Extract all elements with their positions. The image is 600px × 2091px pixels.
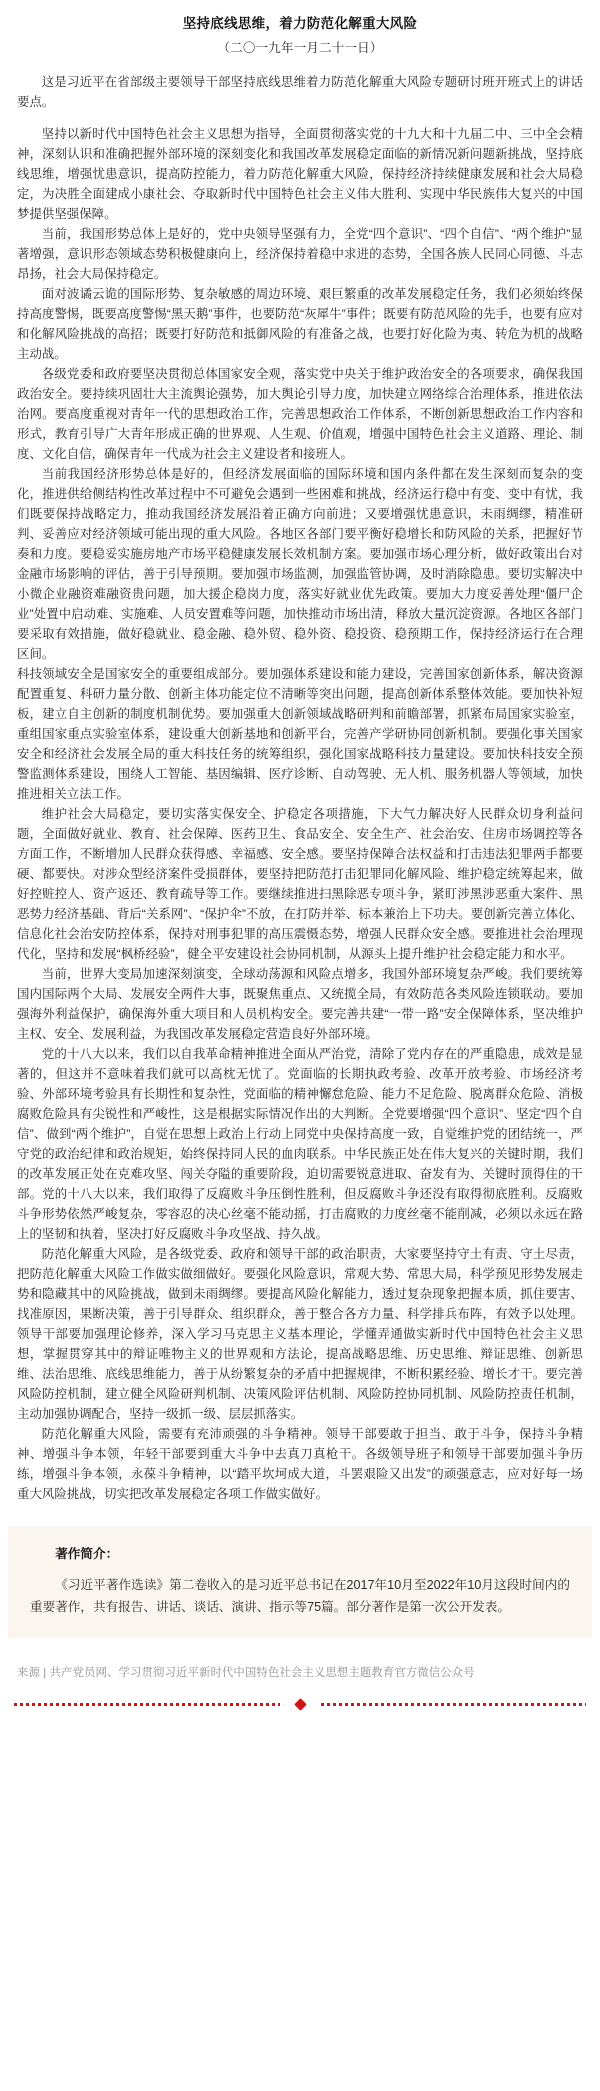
callout-title: 著作简介： xyxy=(55,1546,119,1561)
footer-ornament xyxy=(0,1700,600,1709)
paragraph: 防范化解重大风险，是各级党委、政府和领导干部的政治职责，大家要坚持守土有责、守土尽责，把防范化解重大风险工作做实做细做好。要强化风险意识，常观大势、常思大局，科学预见形势发展走势和隐藏其中的风险挑战，做到未雨绸缪。要提高风险化解能力，透过复杂现象把握本质，抓住要害、找准原因，果断决策，善于引导群众、组织群众，善于整合各方力量、科学排兵布阵，有效予以处理。领导干部要加强理论修养，深入学习马克思主义基本理论，学懂弄通做实新时代中国特色社会主义思想，掌握贯穿其中的辩证唯物主义的世界观和方法论，提高战略思维、历史思维、辩证思维、创新思维、法治思维、底线思维能力，善于从纷繁复杂的矛盾中把握规律，不断积累经验、增长才干。要完善风险防控机制，建立健全风险研判机制、决策风险评估机制、风险防控协同机制、风险防控责任机制，主动加强协调配合，坚持一级抓一级、层层抓落实。 xyxy=(17,1246,583,1421)
paragraph: 当前，世界大变局加速深刻演变，全球动荡源和风险点增多，我国外部环境复杂严峻。我们要统筹国内国际两个大局、发展安全两件大事，既聚焦重点、又统揽全局，有效防范各类风险连锁联动。要加强海外利益保护，确保海外重大项目和人员机构安全。要完善共建“一带一路”安全保障体系，坚决维护主权、安全、发展利益，为我国改革发展稳定营造良好外部环境。 xyxy=(17,966,583,1041)
paragraph: 防范化解重大风险，需要有充沛顽强的斗争精神。领导干部要敢于担当、敢于斗争，保持斗争精神、增强斗争本领，年轻干部要到重大斗争中去真刀真枪干。各级领导班子和领导干部要加强斗争历练，增强斗争本领，永葆斗争精神，以“踏平坎坷成大道，斗罢艰险又出发”的顽强意志，应对好每一场重大风险挑战，切实把改革发展稳定各项工作做实做好。 xyxy=(17,1426,583,1501)
callout-body: 《习近平著作选读》第二卷收入的是习近平总书记在2017年10月至2022年10月这段时间内的重要著作，共有报告、讲话、谈话、演讲、指示等75篇。部分著作是第一次公开发表。 xyxy=(30,1577,570,1614)
document-date: （二〇一九年一月二十一日） xyxy=(217,40,383,55)
paragraph: 各级党委和政府要坚决贯彻总体国家安全观，落实党中央关于维护政治安全的各项要求，确保我国政治安全。要持续巩固壮大主流舆论强势，加大舆论引导力度，加快建立网络综合治理体系，推进依法治网。要高度重视对青年一代的思想政治工作，完善思想政治工作体系，不断创新思想政治工作内容和形式，教育引导广大青年形成正确的世界观、人生观、价值观，增强中国特色社会主义道路、理论、制度、文化自信，确保青年一代成为社会主义建设者和接班人。 xyxy=(17,366,583,461)
source-attribution: 来源 | 共产党员网、学习贯彻习近平新时代中国特色社会主义思想主题教育官方微信公众号 xyxy=(17,1666,475,1679)
page-title: 坚持底线思维，着力防范化解重大风险 xyxy=(182,16,418,31)
book-info-callout xyxy=(8,1526,592,1638)
paragraph: 坚持以新时代中国特色社会主义思想为指导，全面贯彻落实党的十九大和十九届二中、三中全会精神，深刻认识和准确把握外部环境的深刻变化和我国改革发展稳定面临的新情况新问题新挑战，坚持底线思维，增强忧患意识，提高防控能力，着力防范化解重大风险，保持经济持续健康发展和社会大局稳定，为决胜全面建成小康社会、夺取新时代中国特色社会主义伟大胜利、实现中华民族伟大复兴的中国梦提供坚强保障。 xyxy=(17,126,583,221)
paragraph: 当前我国经济形势总体是好的，但经济发展面临的国际环境和国内条件都在发生深刻而复杂的变化，推进供给侧结构性改革过程中不可避免会遇到一些困难和挑战，经济运行稳中有变、变中有忧，我们既要保持战略定力，推动我国经济发展沿着正确方向前进；又要增强忧患意识，未雨绸缪，精准研判、妥善应对经济领域可能出现的重大风险。各地区各部门要平衡好稳增长和防风险的关系，把握好节奏和力度。要稳妥实施房地产市场平稳健康发展长效机制方案。要加强市场心理分析，做好政策出台对金融市场影响的评估，善于引导预期。要加强市场监测，加强监管协调，及时消除隐患。要切实解决中小微企业融资难融资贵问题，加大援企稳岗力度，落实好就业优先政策。要加大力度妥善处理“僵尸企业”处置中启动难、实施难、人员安置难等问题，加快推动市场出清，释放大量沉淀资源。各地区各部门要采取有效措施，做好稳就业、稳金融、稳外贸、稳外资、稳投资、稳预期工作，保持经济运行在合理区间。 xyxy=(17,466,583,661)
article-body xyxy=(0,72,600,1504)
paragraph: 科技领域安全是国家安全的重要组成部分。要加强体系建设和能力建设，完善国家创新体系，解决资源配置重复、科研力量分散、创新主体功能定位不清晰等突出问题，提高创新体系整体效能。要加快补短板，建立自主创新的制度机制优势。要加强重大创新领域战略研判和前瞻部署，抓紧布局国家实验室，重组国家重点实验室体系，建设重大创新基地和创新平台，完善产学研协同创新机制。要强化事关国家安全和经济社会发展全局的重大科技任务的统筹组织，强化国家战略科技力量建设。要加快科技安全预警监测体系建设，围绕人工智能、基因编辑、医疗诊断、自动驾驶、无人机、服务机器人等领域，加快推进相关立法工作。 xyxy=(17,666,583,801)
paragraph: 当前，我国形势总体上是好的，党中央领导坚强有力，全党“四个意识”、“四个自信”、“两个维护”显著增强，意识形态领域态势积极健康向上，经济保持着稳中求进的态势，全国各族人民同心同德、斗志昂扬，社会大局保持稳定。 xyxy=(17,226,583,281)
diamond-icon xyxy=(294,1698,307,1711)
paragraph: 维护社会大局稳定，要切实落实保安全、护稳定各项措施，下大气力解决好人民群众切身利益问题，全面做好就业、教育、社会保障、医药卫生、食品安全、安全生产、社会治安、住房市场调控等各方面工作，不断增加人民群众获得感、幸福感、安全感。要坚持保障合法权益和打击违法犯罪两手都要硬、都要快。对涉众型经济案件受损群体，要坚持把防范打击犯罪同化解风险、维护稳定统筹起来，做好控赃控人、资产返还、教育疏导等工作。要继续推进扫黑除恶专项斗争，紧盯涉黑涉恶重大案件、黑恶势力经济基础、背后“关系网”、“保护伞”不放，在打防并举、标本兼治上下功夫。要创新完善立体化、信息化社会治安防控体系，保持对刑事犯罪的高压震慑态势，增强人民群众安全感。要推进社会治理现代化，坚持和发展“枫桥经验”，健全平安建设社会协同机制，从源头上提升维护社会稳定能力和水平。 xyxy=(17,806,583,961)
dotted-rule-right-icon xyxy=(321,1703,587,1706)
title-block xyxy=(0,0,600,58)
paragraph: 面对波谲云诡的国际形势、复杂敏感的周边环境、艰巨繁重的改革发展稳定任务，我们必须始终保持高度警惕，既要高度警惕“黑天鹅”事件，也要防范“灰犀牛”事件；既要有防范风险的先手，也要有应对和化解风险挑战的高招；既要打好防范和抵御风险的有准备之战，也要打好化险为夷、转危为机的战略主动战。 xyxy=(17,286,583,361)
paragraph-intro: 这是习近平在省部级主要领导干部坚持底线思维着力防范化解重大风险专题研讨班开班式上的讲话要点。 xyxy=(17,74,583,109)
paragraph: 党的十八大以来，我们以自我革命精神推进全面从严治党，清除了党内存在的严重隐患，成效是显著的，但这并不意味着我们就可以高枕无忧了。党面临的长期执政考验、改革开放考验、市场经济考验、外部环境考验具有长期性和复杂性，党面临的精神懈怠危险、能力不足危险、脱离群众危险、消极腐败危险具有尖锐性和严峻性，这是根据实际情况作出的大判断。全党要增强“四个意识”、坚定“四个自信”、做到“两个维护”，自觉在思想上政治上行动上同党中央保持高度一致，自觉维护党的团结统一，严守党的政治纪律和政治规矩，始终保持同人民的血肉联系。中华民族正处在伟大复兴的关键时期，我们的改革发展正处在克难攻坚、闯关夺隘的重要阶段，迫切需要锐意进取、奋发有为、关键时顶得住的干部。党的十八大以来，我们取得了反腐败斗争压倒性胜利，但反腐败斗争还没有取得彻底胜利。反腐败斗争形势依然严峻复杂，零容忍的决心丝毫不能动摇，打击腐败的力度丝毫不能削减，必须以永远在路上的坚韧和执着，坚决打好反腐败斗争攻坚战、持久战。 xyxy=(17,1046,583,1241)
dotted-rule-left-icon xyxy=(14,1703,280,1706)
